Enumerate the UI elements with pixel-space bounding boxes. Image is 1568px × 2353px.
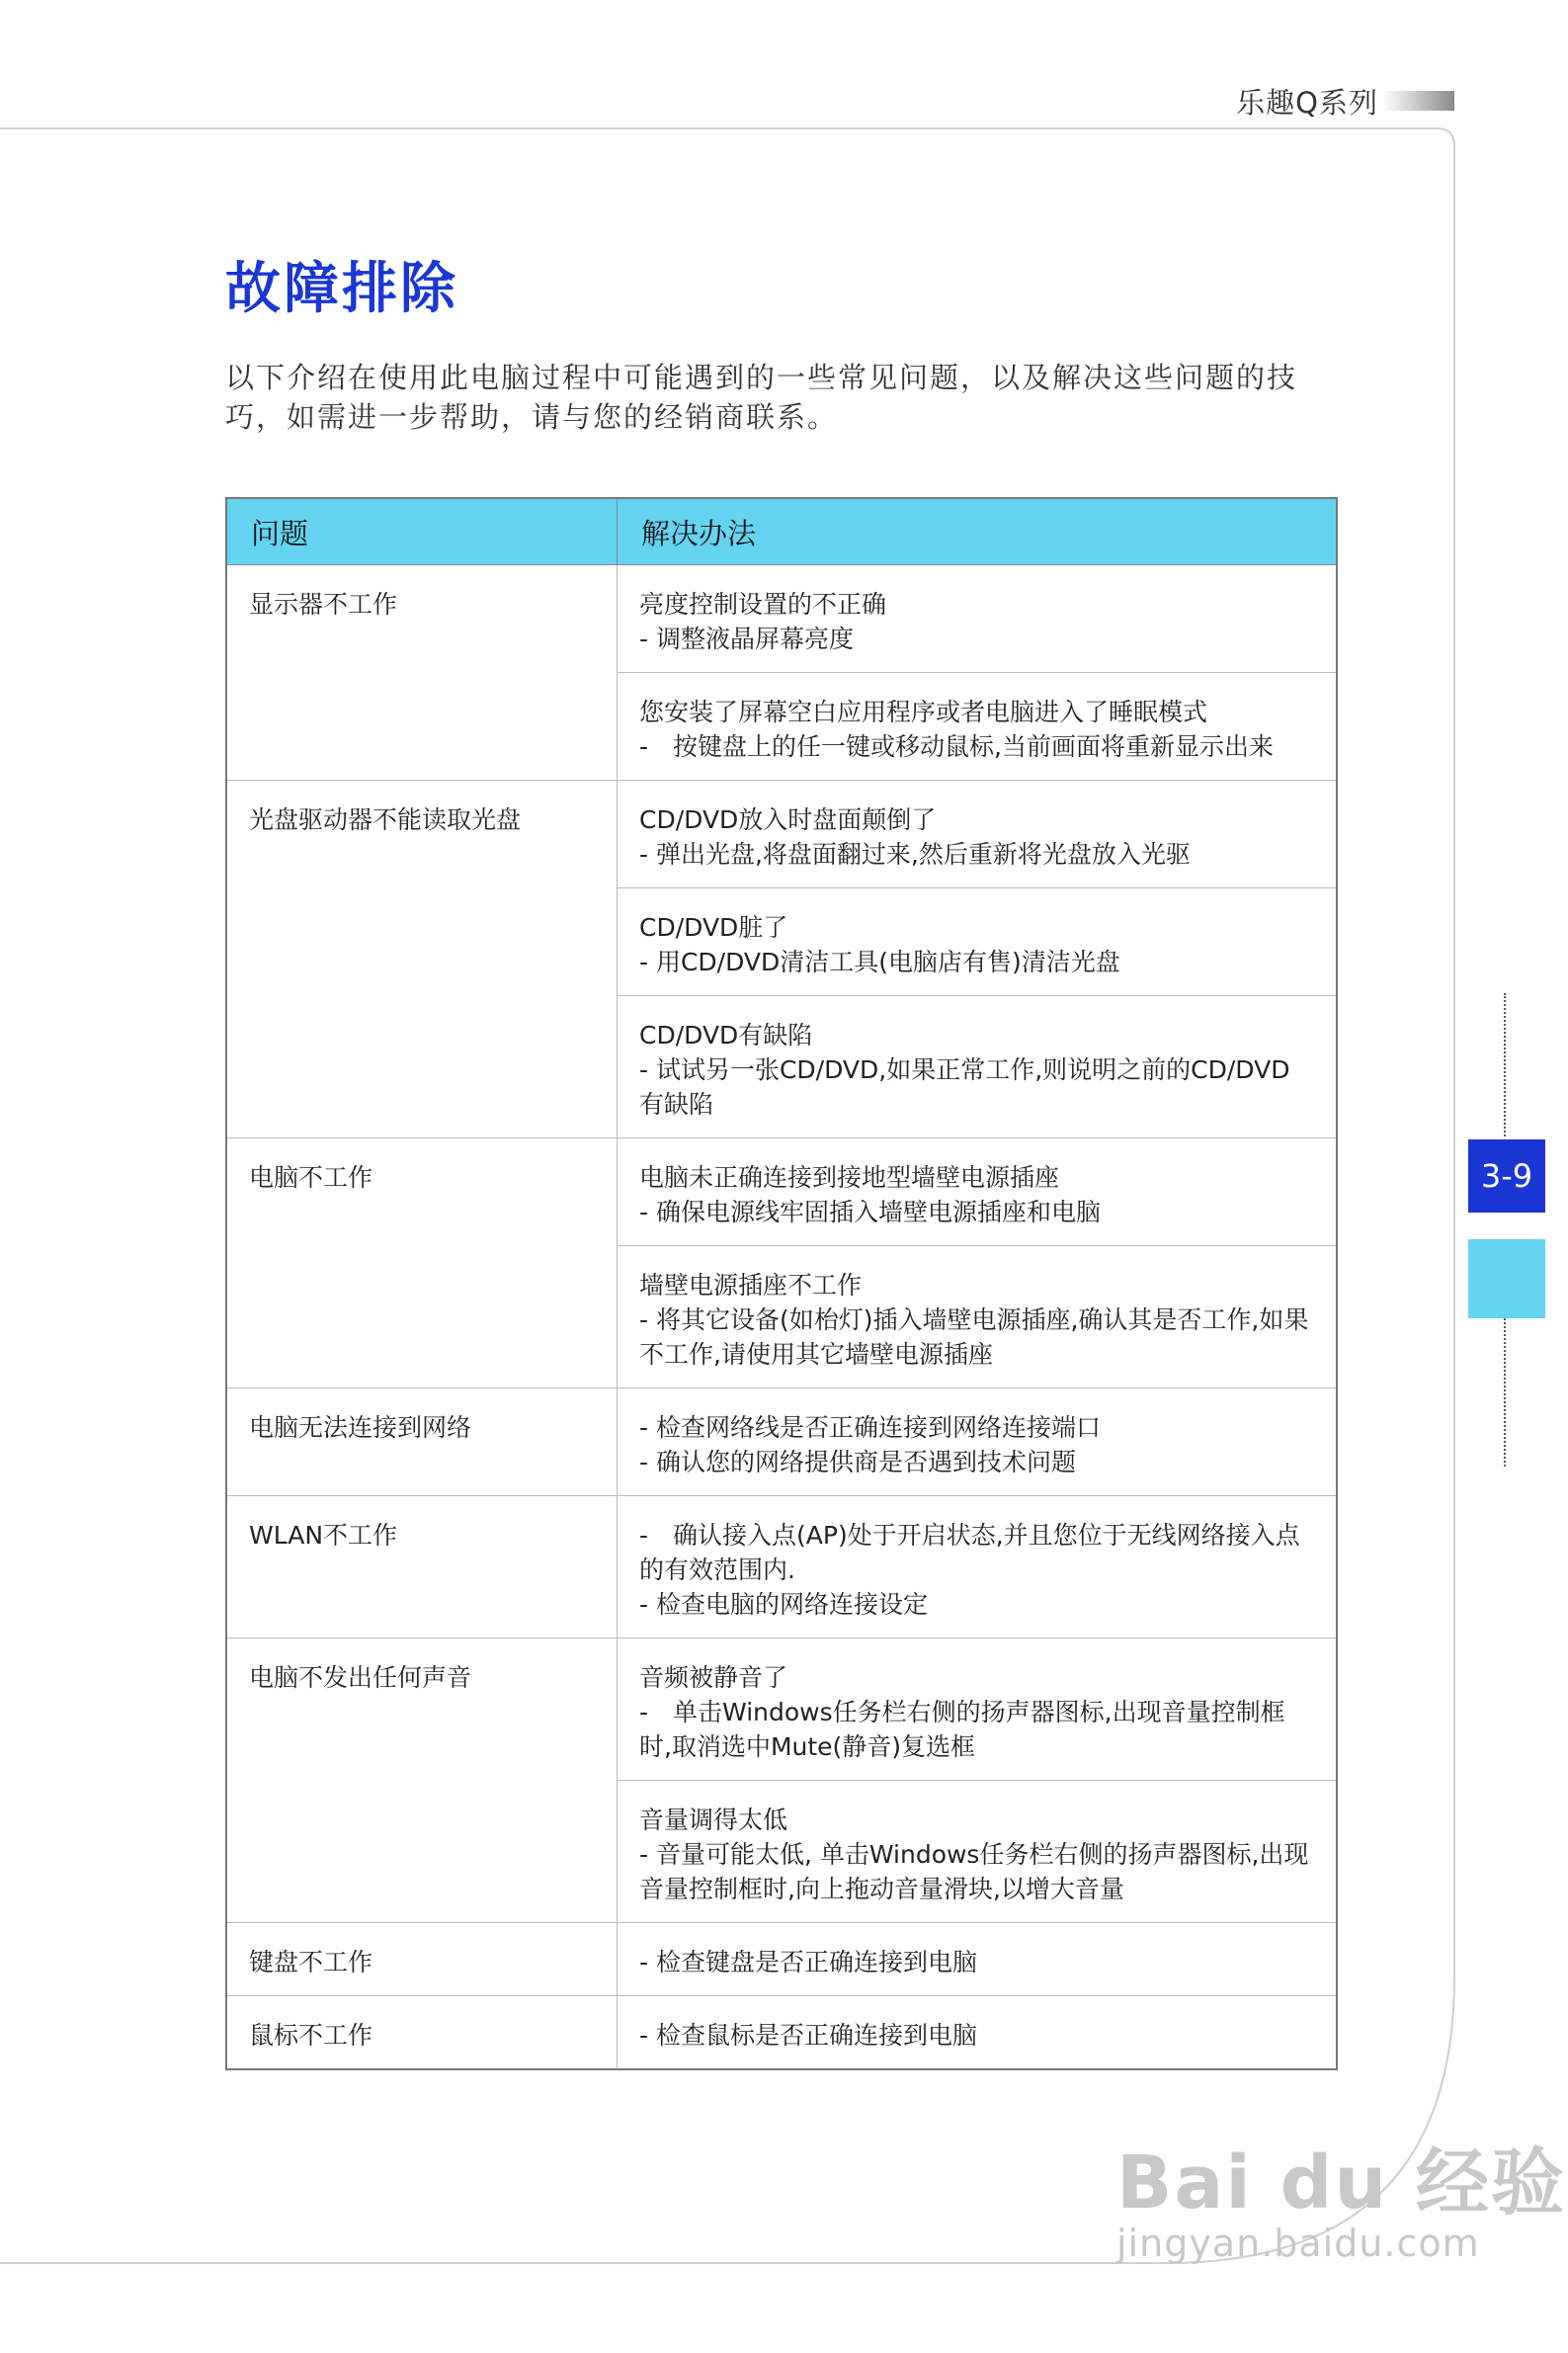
table-header-row	[226, 498, 1337, 565]
problem-cell: 电脑无法连接到网络	[226, 1388, 618, 1496]
solution-line: - 确认接入点(AP)处于开启状态,并且您位于无线网络接入点的有效范围内.	[639, 1521, 1300, 1584]
solution-line: CD/DVD有缺陷	[639, 1021, 813, 1050]
solution-line: - 试试另一张CD/DVD,如果正常工作,则说明之前的CD/DVD有缺陷	[639, 1055, 1290, 1119]
problem-cell: WLAN不工作	[226, 1496, 618, 1639]
intro-paragraph: 以下介绍在使用此电脑过程中可能遇到的一些常见问题，以及解决这些问题的技巧，如需进一步帮助，请与您的经销商联系。	[225, 361, 1298, 434]
solution-line: 音频被静音了	[639, 1663, 788, 1692]
side-dotted-line-bottom	[1504, 1318, 1506, 1467]
solution-line: - 音量可能太低, 单击Windows任务栏右侧的扬声器图标,出现音量控制框时,向上拖动音量滑块,以增大音量	[639, 1840, 1309, 1903]
solution-line: 电脑未正确连接到接地型墙壁电源插座	[639, 1163, 1060, 1192]
problem-cell: 鼠标不工作	[226, 1996, 618, 2070]
watermark	[1116, 2125, 1566, 2265]
chapter-page-tab: 3-9	[1468, 1139, 1545, 1213]
solution-line: - 检查电脑的网络连接设定	[639, 1590, 928, 1619]
solution-line: - 检查鼠标是否正确连接到电脑	[639, 2021, 977, 2050]
table-row	[226, 1138, 1337, 1246]
table-row	[226, 1496, 1337, 1639]
problem-cell: 电脑不工作	[226, 1138, 618, 1388]
header-problem: 问题	[226, 498, 618, 565]
table-row	[226, 1388, 1337, 1496]
problem-cell: 电脑不发出任何声音	[226, 1639, 618, 1923]
table-row	[226, 1923, 1337, 1996]
solution-line: - 用CD/DVD清洁工具(电脑店有售)清洁光盘	[639, 948, 1120, 976]
solution-line: 墙壁电源插座不工作	[639, 1271, 863, 1300]
side-dotted-line-top	[1504, 993, 1506, 1136]
solution-cell	[618, 565, 1338, 673]
table-body	[226, 565, 1337, 2070]
solution-line: - 检查键盘是否正确连接到电脑	[639, 1948, 977, 1976]
problem-cell: 光盘驱动器不能读取光盘	[226, 781, 618, 1138]
solution-cell	[618, 1138, 1338, 1246]
problem-cell: 显示器不工作	[226, 565, 618, 781]
table-row	[226, 781, 1337, 888]
header-solution: 解决办法	[618, 498, 1338, 565]
solution-cell	[618, 1923, 1338, 1996]
solution-line: - 检查网络线是否正确连接到网络连接端口	[639, 1413, 1101, 1442]
solution-line: CD/DVD放入时盘面颠倒了	[639, 805, 937, 834]
solution-cell	[618, 673, 1338, 781]
table-row	[226, 565, 1337, 673]
solution-cell	[618, 996, 1338, 1138]
problem-cell: 键盘不工作	[226, 1923, 618, 1996]
solution-line: 亮度控制设置的不正确	[639, 590, 887, 619]
solution-line: - 单击Windows任务栏右侧的扬声器图标,出现音量控制框时,取消选中Mute(静音)复选框	[639, 1698, 1285, 1761]
solution-cell	[618, 1246, 1338, 1388]
solution-line: CD/DVD脏了	[639, 913, 788, 942]
solution-cell	[618, 1996, 1338, 2070]
solution-line: 您安装了屏幕空白应用程序或者电脑进入了睡眠模式	[639, 698, 1208, 726]
solution-cell	[618, 781, 1338, 888]
solution-line: - 按键盘上的任一键或移动鼠标,当前画面将重新显示出来	[639, 732, 1274, 761]
watermark-url: jingyan.baidu.com	[1116, 2222, 1480, 2265]
solution-line: 音量调得太低	[639, 1806, 788, 1834]
solution-line: - 确保电源线牢固插入墙壁电源插座和电脑	[639, 1198, 1101, 1226]
solution-cell	[618, 1781, 1338, 1923]
solution-cell	[618, 1388, 1338, 1496]
header-gradient-bar	[1383, 91, 1454, 111]
solution-line: - 弹出光盘,将盘面翻过来,然后重新将光盘放入光驱	[639, 840, 1191, 869]
solution-cell	[618, 1496, 1338, 1639]
solution-cell	[618, 888, 1338, 996]
chapter-tab-marker	[1468, 1239, 1545, 1318]
table-row	[226, 1996, 1337, 2070]
solution-line: - 调整液晶屏幕亮度	[639, 625, 854, 653]
series-label: 乐趣Q系列	[1236, 86, 1378, 120]
troubleshooting-table	[225, 497, 1338, 2070]
solution-line: - 将其它设备(如枱灯)插入墙壁电源插座,确认其是否工作,如果不工作,请使用其它墙壁电源插座	[639, 1305, 1309, 1369]
page-title: 故障排除	[225, 257, 458, 321]
solution-line: - 确认您的网络提供商是否遇到技术问题	[639, 1448, 1076, 1476]
watermark-logo: Bai du 经验	[1116, 2141, 1566, 2226]
table-row	[226, 1639, 1337, 1781]
solution-cell	[618, 1639, 1338, 1781]
